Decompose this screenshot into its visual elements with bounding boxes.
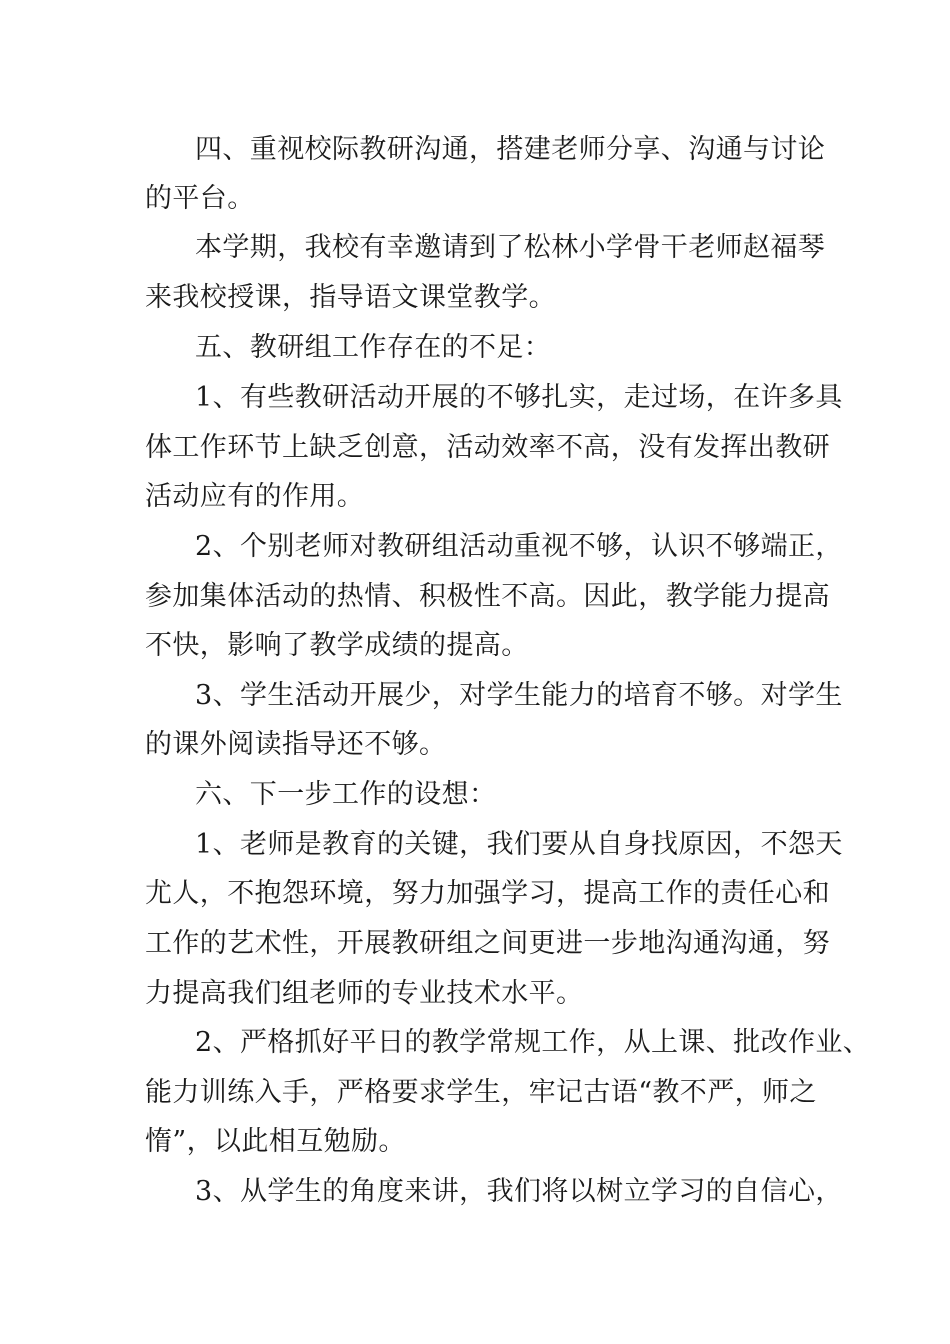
text-line: 工作的艺术性，开展教研组之间更进一步地沟通沟通，努 <box>145 928 830 959</box>
list-item-line: 3、学生活动开展少，对学生能力的培育不够。对学生 <box>195 680 843 711</box>
text-line: 体工作环节上缺乏创意，活动效率不高，没有发挥出教研 <box>145 432 830 463</box>
list-item-line: 2、个别老师对教研组活动重视不够，认识不够端正， <box>195 531 843 562</box>
text-line: 能力训练入手，严格要求学生，牢记古语“教不严，师之 <box>145 1077 817 1108</box>
section-heading-5: 五、教研组工作存在的不足： <box>195 332 552 363</box>
text-line: 的课外阅读指导还不够。 <box>145 729 447 760</box>
paragraph-line: 本学期，我校有幸邀请到了松林小学骨干老师赵福琴 <box>195 232 826 263</box>
text-line: 的平台。 <box>145 183 255 214</box>
text-line: 惰”，以此相互勉励。 <box>145 1126 406 1157</box>
text-line: 力提高我们组老师的专业技术水平。 <box>145 978 584 1009</box>
text-line: 来我校授课，指导语文课堂教学。 <box>145 282 556 313</box>
list-item-line: 1、有些教研活动开展的不够扎实，走过场，在许多具 <box>195 382 843 413</box>
text-line: 不快，影响了教学成绩的提高。 <box>145 630 529 661</box>
list-item-line: 3、从学生的角度来讲，我们将以树立学习的自信心， <box>195 1176 843 1207</box>
text-line: 参加集体活动的热情、积极性不高。因此，教学能力提高 <box>145 581 830 612</box>
section-heading-4: 四、重视校际教研沟通，搭建老师分享、沟通与讨论 <box>195 134 826 165</box>
text-line: 尤人，不抱怨环境，努力加强学习，提高工作的责任心和 <box>145 878 830 909</box>
section-heading-6: 六、下一步工作的设想： <box>195 779 497 810</box>
text-line: 活动应有的作用。 <box>145 481 365 512</box>
list-item-line: 1、老师是教育的关键，我们要从自身找原因，不怨天 <box>195 829 843 860</box>
list-item-line: 2、严格抓好平日的教学常规工作，从上课、批改作业、 <box>195 1027 871 1058</box>
